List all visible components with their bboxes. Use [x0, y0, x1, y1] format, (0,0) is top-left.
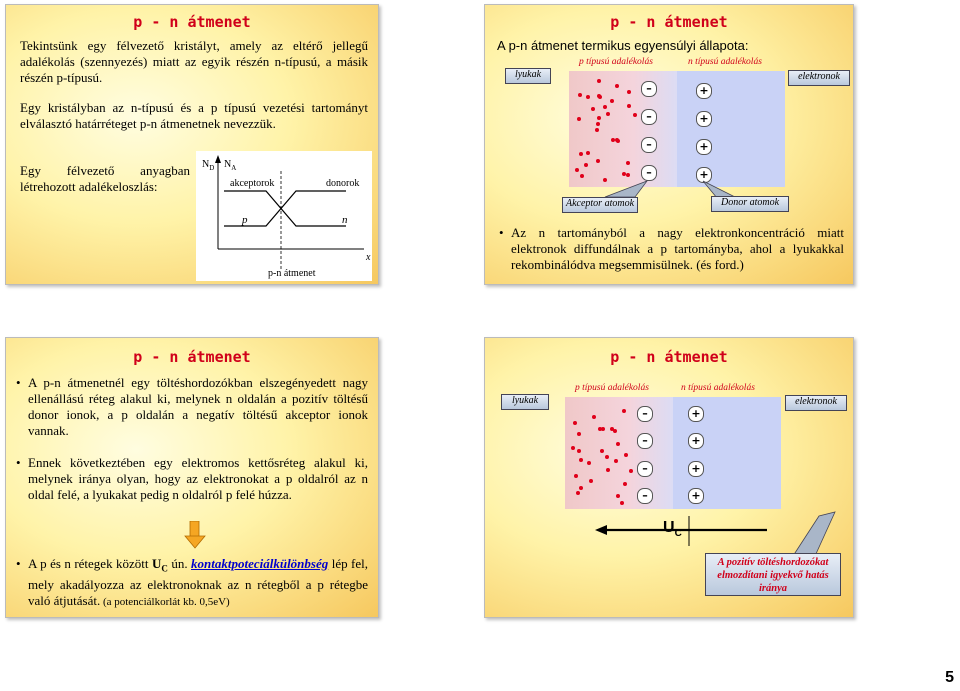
x-label: x — [366, 252, 371, 263]
acceptors-label: akceptorok — [230, 178, 275, 189]
donor-ion: + — [696, 139, 712, 155]
slide-title: p - n átmenet — [610, 348, 728, 366]
slide-4 — [484, 337, 854, 618]
slide-1 — [5, 4, 379, 285]
acceptor-ion: – — [637, 461, 653, 477]
donor-ion: + — [696, 111, 712, 127]
p-doping-label: p típusú adalékolás — [575, 383, 649, 393]
acceptor-ion: – — [641, 109, 657, 125]
uc-arrow-head — [595, 525, 607, 535]
slide-title: p - n átmenet — [133, 348, 251, 366]
acceptor-pointer — [605, 181, 647, 197]
slide-3 — [5, 337, 379, 618]
donor-ion: + — [688, 406, 704, 422]
acceptor-atoms-callout: Akceptor atomok — [562, 197, 638, 213]
electrons-callout: elektronok — [785, 395, 847, 411]
n-label: n — [342, 214, 348, 226]
nd-label: $N_D$ — [202, 159, 215, 172]
slide-2 — [484, 4, 854, 285]
n-doping-label: n típusú adalékolás — [688, 57, 762, 67]
acceptor-ion: – — [641, 165, 657, 181]
na-label: $N_A$ — [224, 159, 237, 172]
n-doping-label: n típusú adalékolás — [681, 383, 755, 393]
holes-callout: lyukak — [505, 68, 551, 84]
contact-potential-link[interactable]: kontaktpoteciálkülönbség — [191, 556, 329, 571]
definition-paragraph: Egy kristályban az n-típusú és a p típusú vezetési tartományt elválasztó határréteget p-n átmenetnek nevezzük. — [20, 100, 368, 131]
acceptor-ion: – — [637, 488, 653, 504]
intro-paragraph: Tekintsünk egy félvezető kristályt, amely az eltérő jellegű adalékolás (szennyezés) miatt az egyik részén n-típusú, a másik részén p-típusú. — [20, 38, 368, 85]
slide-title: p - n átmenet — [610, 13, 728, 31]
callout-pointer — [793, 512, 835, 556]
acceptor-ion: – — [641, 81, 657, 97]
acceptor-ion: – — [637, 433, 653, 449]
depletion-bullet: • A p-n átmenetnél egy töltéshordozókban elszegényedett nagy ellenállású réteg alakul ki, melynek n oldalán a pozitív töltésű donor ionok, a p oldalán a negatív töltésű akceptor ionok vannak. — [28, 375, 368, 439]
contact-potential-bullet: • A p és n rétegek között $U_C$ ún. kontaktpoteciálkülönbség lép fel, mely akadályozza az elektronoknak az n rétegből a p rétegbe való átjutását. (a potenciálkorlát kb. 0,5eV) — [28, 556, 368, 610]
p-doping-label: p típusú adalékolás — [579, 57, 653, 67]
donor-atoms-callout: Donor atomok — [711, 196, 789, 212]
page-number: 5 — [945, 669, 954, 686]
holes-callout: lyukak — [501, 394, 549, 410]
slide-title: p - n átmenet — [133, 13, 251, 31]
uc-label: $U_C$ — [663, 519, 682, 540]
p-label: p — [242, 214, 248, 226]
donor-ion: + — [688, 488, 704, 504]
y-axis-arrow — [215, 155, 221, 163]
donor-ion: + — [696, 167, 712, 183]
donors-label: donorok — [326, 178, 360, 189]
force-direction-callout: A pozitív töltéshordozókat elmozdítani igyekvő hatás iránya — [705, 553, 841, 596]
callout-pointers — [485, 5, 854, 225]
electrons-callout: elektronok — [788, 70, 850, 86]
doping-profile-graph — [196, 151, 372, 281]
donor-ion: + — [688, 461, 704, 477]
equilibrium-heading: A p-n átmenet termikus egyensúlyi állapota: — [497, 38, 749, 53]
acceptor-ion: – — [637, 406, 653, 422]
donor-ion: + — [688, 433, 704, 449]
donor-ion: + — [696, 83, 712, 99]
down-arrow-icon — [184, 521, 206, 549]
junction-label: p-n átmenet — [268, 268, 316, 279]
acceptor-ion: – — [641, 137, 657, 153]
diffusion-bullet: • Az n tartományból a nagy elektronkoncentráció miatt elektronok diffundálnak a p tartományba, ahol a lyukakkal rekombinálódva megsemmisülnek. (és ford.) — [511, 225, 844, 273]
double-layer-bullet: • Ennek következtében egy elektromos kettősréteg alakul ki, melynek iránya olyan, hogy az elektronokat a p oldalról az n oldal felé, a lyukakat pedig n oldalról p felé húzza. — [28, 455, 368, 503]
doping-paragraph: Egy félvezető anyagban létrehozott adalékeloszlás: — [20, 163, 190, 194]
